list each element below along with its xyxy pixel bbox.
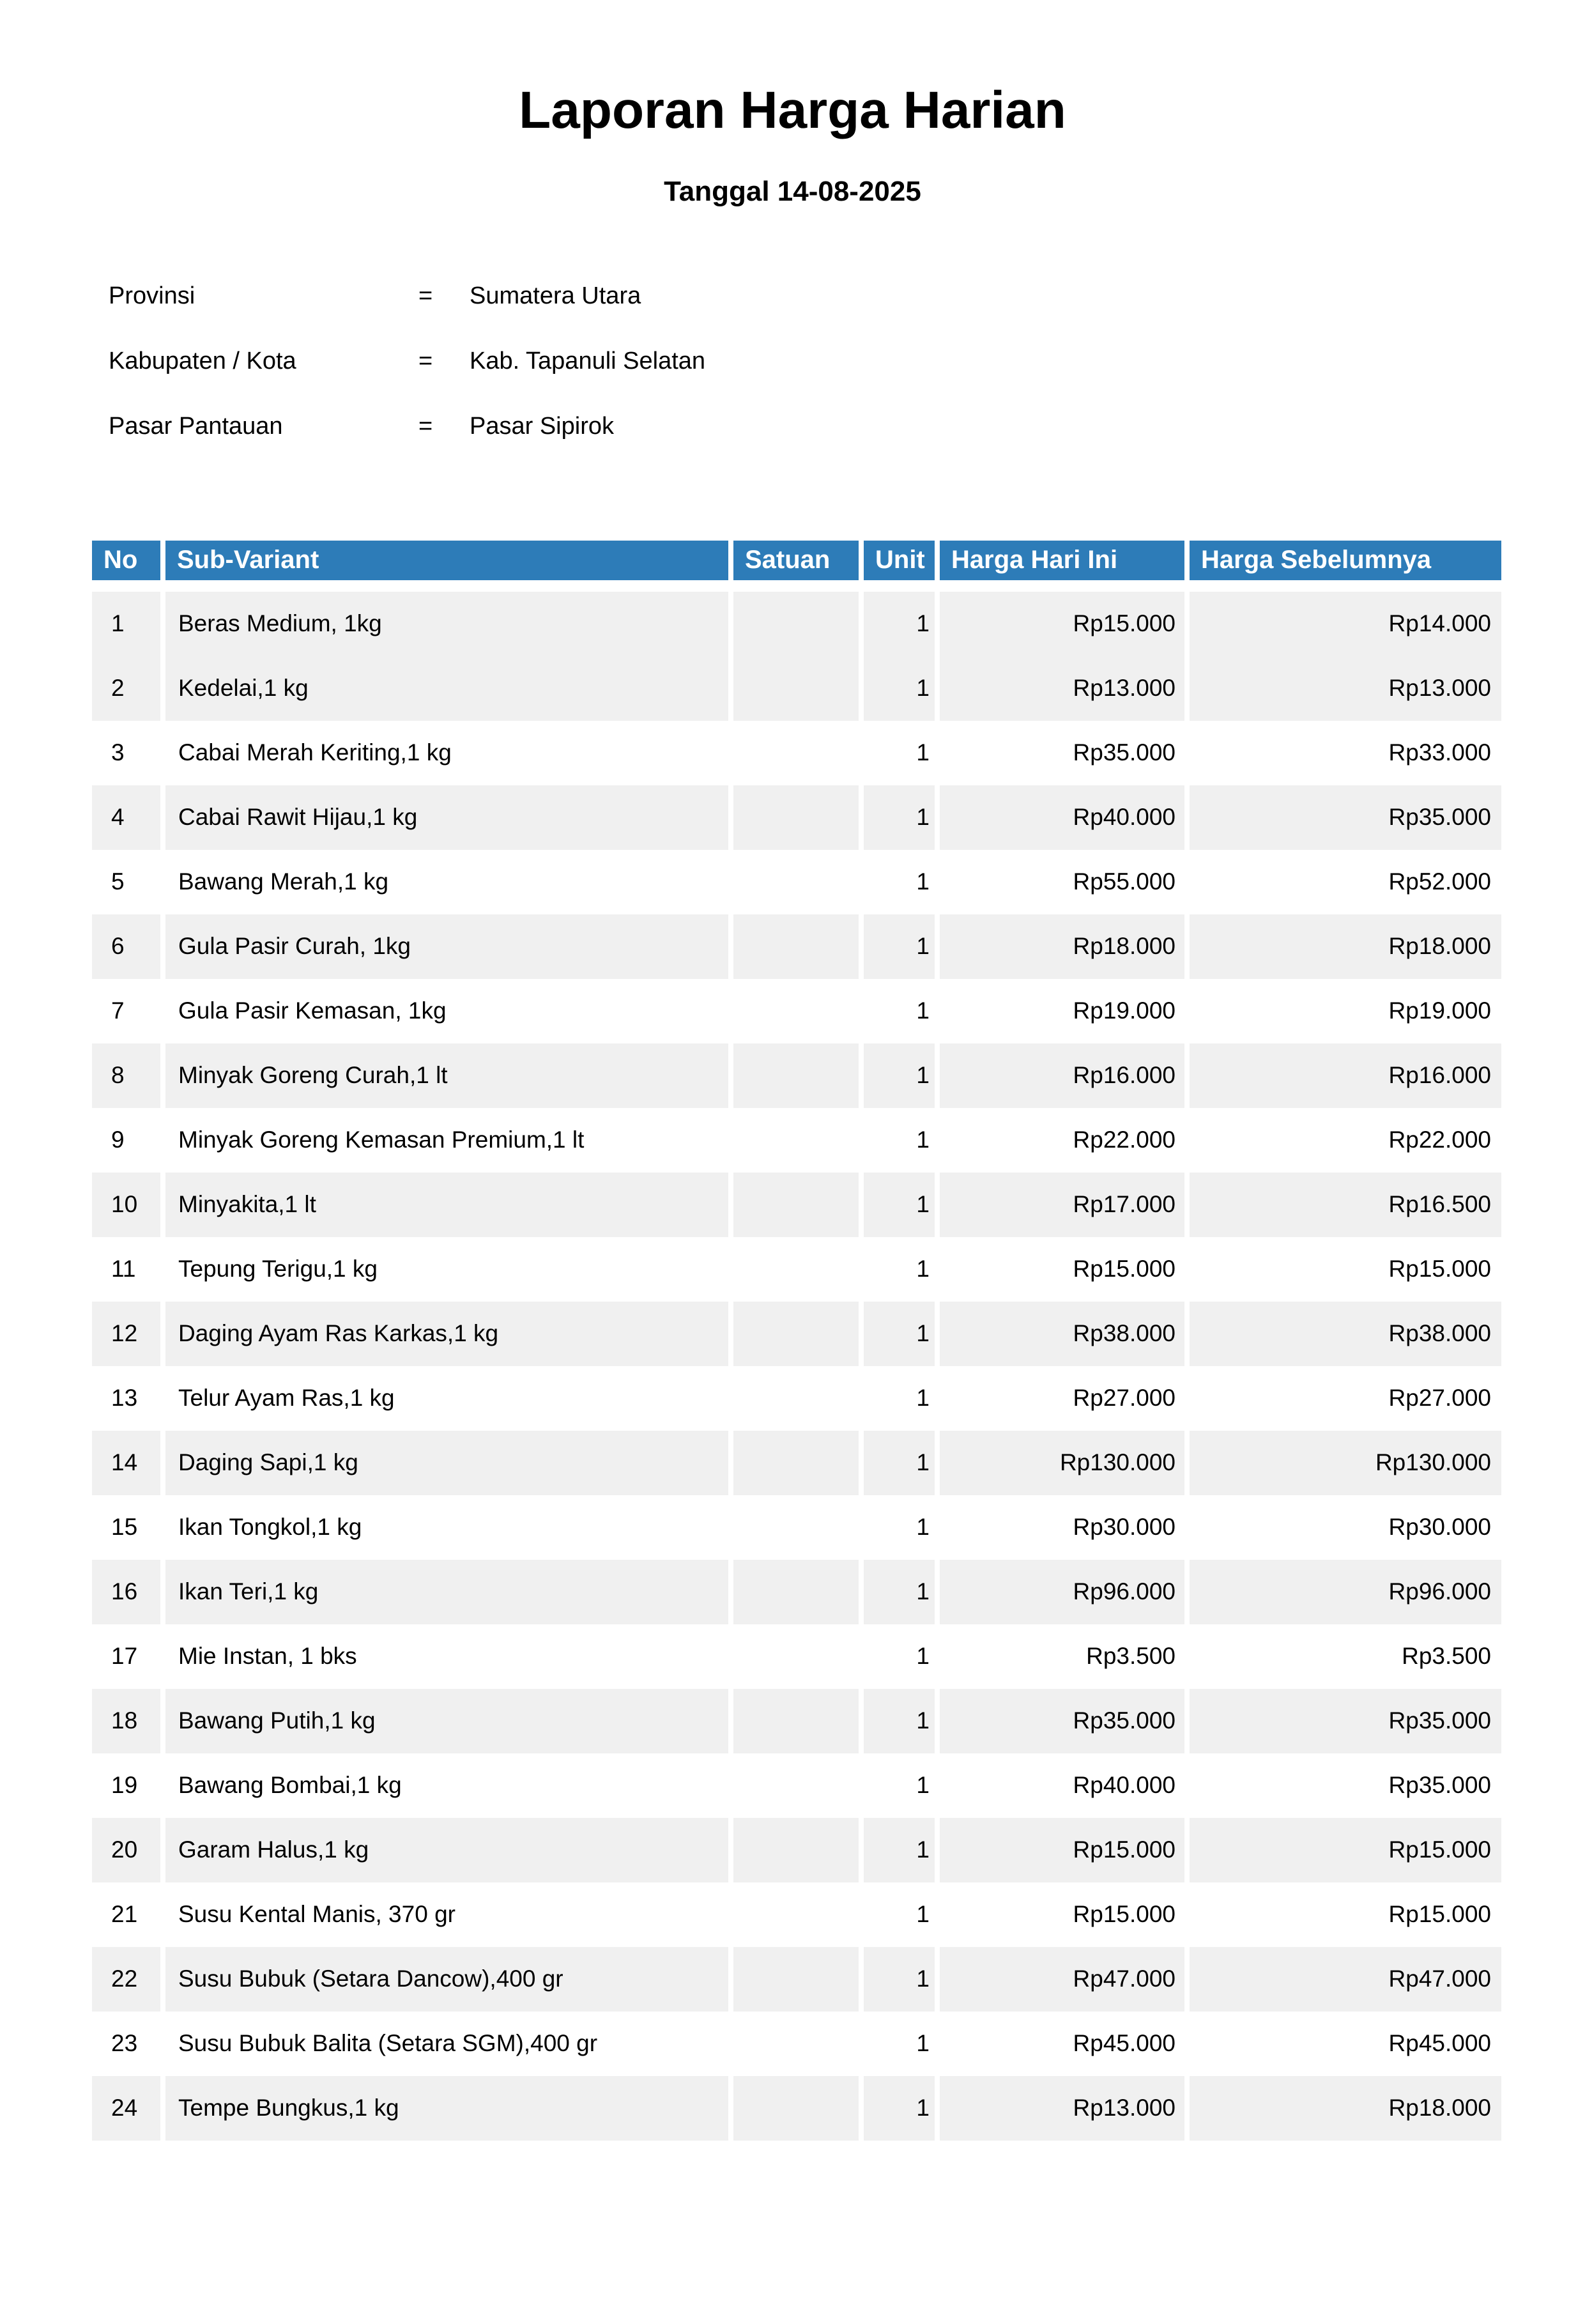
- unit-cell: 1: [859, 1431, 935, 1495]
- harga-sebelumnya-cell: Rp45.000: [1184, 2012, 1501, 2076]
- satuan-cell: [728, 1302, 859, 1366]
- meta-value: Pasar Sipirok: [470, 413, 614, 440]
- harga-hari-ini-cell: Rp15.000: [935, 1818, 1184, 1882]
- harga-sebelumnya-cell: Rp14.000: [1184, 592, 1501, 656]
- row-number-cell: 18: [92, 1689, 160, 1753]
- row-number-cell: 9: [111, 1127, 125, 1153]
- column-header-no: No: [92, 541, 160, 592]
- sub-variant-cell: Cabai Merah Keriting,1 kg: [160, 721, 728, 785]
- row-number-cell: 6: [92, 914, 160, 979]
- column-header-satuan: Satuan: [728, 541, 859, 592]
- harga-sebelumnya-cell: Rp30.000: [1184, 1495, 1501, 1560]
- meta-equals-sign: =: [418, 413, 433, 440]
- harga-hari-ini-cell: Rp47.000: [935, 1947, 1184, 2012]
- table-row: [92, 785, 1501, 850]
- meta-label: Pasar Pantauan: [109, 413, 283, 440]
- satuan-cell: [728, 1108, 859, 1173]
- satuan-cell: [728, 1237, 859, 1302]
- harga-hari-ini-cell: Rp38.000: [935, 1302, 1184, 1366]
- unit-cell: 1: [859, 2076, 935, 2141]
- sub-variant-cell: Susu Kental Manis, 370 gr: [160, 1882, 728, 1947]
- row-number-cell: 15: [111, 1514, 138, 1541]
- table-row: [92, 1108, 1501, 1173]
- meta-row-pasar: [109, 394, 1585, 459]
- sub-variant-cell: Daging Sapi,1 kg: [160, 1431, 728, 1495]
- unit-cell: 1: [859, 2012, 935, 2076]
- price-table-body: [92, 592, 1501, 2141]
- unit-cell: 1: [859, 656, 935, 721]
- satuan-cell: [728, 1560, 859, 1624]
- column-header-harga-sebelumnya: Harga Sebelumnya: [1184, 541, 1501, 592]
- harga-sebelumnya-cell: Rp47.000: [1184, 1947, 1501, 2012]
- table-row: [92, 1366, 1501, 1431]
- table-row: [92, 1560, 1501, 1624]
- meta-value: Kab. Tapanuli Selatan: [470, 348, 706, 375]
- row-number-cell: 10: [92, 1173, 160, 1237]
- unit-cell: 1: [859, 850, 935, 914]
- column-header-harga-hari-ini: Harga Hari Ini: [935, 541, 1184, 592]
- table-row: [92, 1043, 1501, 1108]
- harga-sebelumnya-cell: Rp16.000: [1184, 1043, 1501, 1108]
- satuan-cell: [728, 1366, 859, 1431]
- row-number-cell: 11: [111, 1256, 136, 1282]
- meta-row-provinsi: [109, 264, 1585, 329]
- row-number-cell: 12: [92, 1302, 160, 1366]
- satuan-cell: [728, 1753, 859, 1818]
- satuan-cell: [728, 1043, 859, 1108]
- table-row: [92, 1947, 1501, 2012]
- column-header-sub-variant: Sub-Variant: [160, 541, 728, 592]
- satuan-cell: [728, 656, 859, 721]
- harga-sebelumnya-cell: Rp35.000: [1184, 1689, 1501, 1753]
- satuan-cell: [728, 1495, 859, 1560]
- harga-sebelumnya-cell: Rp22.000: [1184, 1108, 1501, 1173]
- sub-variant-cell: Tepung Terigu,1 kg: [160, 1237, 728, 1302]
- sub-variant-cell: Kedelai,1 kg: [160, 656, 728, 721]
- price-table: [92, 541, 1501, 2141]
- harga-sebelumnya-cell: Rp19.000: [1184, 979, 1501, 1043]
- row-number-cell: 21: [111, 1901, 138, 1928]
- harga-hari-ini-cell: Rp15.000: [935, 1237, 1184, 1302]
- unit-cell: 1: [859, 1560, 935, 1624]
- unit-cell: 1: [859, 979, 935, 1043]
- harga-hari-ini-cell: Rp27.000: [935, 1366, 1184, 1431]
- satuan-cell: [728, 850, 859, 914]
- harga-hari-ini-cell: Rp130.000: [935, 1431, 1184, 1495]
- table-row: [92, 1302, 1501, 1366]
- harga-sebelumnya-cell: Rp15.000: [1184, 1818, 1501, 1882]
- unit-cell: 1: [859, 592, 935, 656]
- unit-cell: 1: [859, 721, 935, 785]
- harga-hari-ini-cell: Rp40.000: [935, 1753, 1184, 1818]
- report-meta: [109, 264, 1585, 459]
- harga-sebelumnya-cell: Rp15.000: [1184, 1882, 1501, 1947]
- meta-label: Kabupaten / Kota: [109, 348, 296, 375]
- harga-sebelumnya-cell: Rp18.000: [1184, 914, 1501, 979]
- harga-hari-ini-cell: Rp40.000: [935, 785, 1184, 850]
- table-row: [92, 1689, 1501, 1753]
- row-number-cell: 5: [111, 868, 125, 895]
- table-row: [92, 1173, 1501, 1237]
- row-number-cell: 13: [111, 1385, 138, 1412]
- harga-hari-ini-cell: Rp96.000: [935, 1560, 1184, 1624]
- harga-sebelumnya-cell: Rp13.000: [1184, 656, 1501, 721]
- satuan-cell: [728, 914, 859, 979]
- sub-variant-cell: Daging Ayam Ras Karkas,1 kg: [160, 1302, 728, 1366]
- unit-cell: 1: [859, 1624, 935, 1689]
- unit-cell: 1: [859, 1366, 935, 1431]
- row-number-cell: 2: [92, 656, 160, 721]
- table-row: [92, 850, 1501, 914]
- table-row: [92, 2012, 1501, 2076]
- harga-hari-ini-cell: Rp19.000: [935, 979, 1184, 1043]
- satuan-cell: [728, 721, 859, 785]
- table-row: [92, 1495, 1501, 1560]
- satuan-cell: [728, 979, 859, 1043]
- unit-cell: 1: [859, 1302, 935, 1366]
- harga-sebelumnya-cell: Rp3.500: [1184, 1624, 1501, 1689]
- harga-sebelumnya-cell: Rp27.000: [1184, 1366, 1501, 1431]
- table-row: [92, 979, 1501, 1043]
- row-number-cell: 24: [92, 2076, 160, 2141]
- row-number-cell: 3: [111, 739, 125, 766]
- satuan-cell: [728, 2012, 859, 2076]
- satuan-cell: [728, 785, 859, 850]
- harga-sebelumnya-cell: Rp38.000: [1184, 1302, 1501, 1366]
- harga-hari-ini-cell: Rp13.000: [935, 2076, 1184, 2141]
- satuan-cell: [728, 2076, 859, 2141]
- sub-variant-cell: Susu Bubuk (Setara Dancow),400 gr: [160, 1947, 728, 2012]
- unit-cell: 1: [859, 1882, 935, 1947]
- harga-hari-ini-cell: Rp13.000: [935, 656, 1184, 721]
- sub-variant-cell: Garam Halus,1 kg: [160, 1818, 728, 1882]
- unit-cell: 1: [859, 1818, 935, 1882]
- sub-variant-cell: Bawang Bombai,1 kg: [160, 1753, 728, 1818]
- meta-value: Sumatera Utara: [470, 282, 641, 310]
- row-number-cell: 1: [92, 592, 160, 656]
- page-title: Laporan Harga Harian: [519, 81, 1066, 139]
- harga-sebelumnya-cell: Rp130.000: [1184, 1431, 1501, 1495]
- meta-label: Provinsi: [109, 282, 195, 310]
- harga-hari-ini-cell: Rp45.000: [935, 2012, 1184, 2076]
- unit-cell: 1: [859, 1108, 935, 1173]
- satuan-cell: [728, 1947, 859, 2012]
- sub-variant-cell: Telur Ayam Ras,1 kg: [160, 1366, 728, 1431]
- table-row: [92, 1624, 1501, 1689]
- harga-hari-ini-cell: Rp17.000: [935, 1173, 1184, 1237]
- sub-variant-cell: Cabai Rawit Hijau,1 kg: [160, 785, 728, 850]
- harga-hari-ini-cell: Rp35.000: [935, 721, 1184, 785]
- table-row: [92, 1431, 1501, 1495]
- harga-hari-ini-cell: Rp3.500: [935, 1624, 1184, 1689]
- sub-variant-cell: Gula Pasir Kemasan, 1kg: [160, 979, 728, 1043]
- harga-sebelumnya-cell: Rp18.000: [1184, 2076, 1501, 2141]
- row-number-cell: 14: [92, 1431, 160, 1495]
- table-header-row: [92, 541, 1501, 592]
- harga-hari-ini-cell: Rp35.000: [935, 1689, 1184, 1753]
- unit-cell: 1: [859, 914, 935, 979]
- harga-sebelumnya-cell: Rp35.000: [1184, 1753, 1501, 1818]
- unit-cell: 1: [859, 1237, 935, 1302]
- sub-variant-cell: Mie Instan, 1 bks: [160, 1624, 728, 1689]
- sub-variant-cell: Bawang Putih,1 kg: [160, 1689, 728, 1753]
- harga-sebelumnya-cell: Rp15.000: [1184, 1237, 1501, 1302]
- row-number-cell: 22: [92, 1947, 160, 2012]
- satuan-cell: [728, 1624, 859, 1689]
- sub-variant-cell: Ikan Tongkol,1 kg: [160, 1495, 728, 1560]
- sub-variant-cell: Bawang Merah,1 kg: [160, 850, 728, 914]
- report-date: Tanggal 14-08-2025: [664, 176, 921, 208]
- table-row: [92, 1818, 1501, 1882]
- column-header-unit: Unit: [859, 541, 935, 592]
- unit-cell: 1: [859, 1043, 935, 1108]
- harga-hari-ini-cell: Rp30.000: [935, 1495, 1184, 1560]
- harga-hari-ini-cell: Rp55.000: [935, 850, 1184, 914]
- sub-variant-cell: Ikan Teri,1 kg: [160, 1560, 728, 1624]
- sub-variant-cell: Minyakita,1 lt: [160, 1173, 728, 1237]
- row-number-cell: 17: [111, 1643, 138, 1670]
- harga-hari-ini-cell: Rp22.000: [935, 1108, 1184, 1173]
- row-number-cell: 19: [111, 1772, 138, 1799]
- table-row: [92, 914, 1501, 979]
- sub-variant-cell: Gula Pasir Curah, 1kg: [160, 914, 728, 979]
- harga-hari-ini-cell: Rp15.000: [935, 1882, 1184, 1947]
- harga-sebelumnya-cell: Rp16.500: [1184, 1173, 1501, 1237]
- sub-variant-cell: Minyak Goreng Kemasan Premium,1 lt: [160, 1108, 728, 1173]
- row-number-cell: 7: [111, 997, 125, 1024]
- row-number-cell: 23: [111, 2030, 138, 2057]
- meta-row-kabupaten: [109, 329, 1585, 394]
- sub-variant-cell: Beras Medium, 1kg: [160, 592, 728, 656]
- row-number-cell: 4: [92, 785, 160, 850]
- harga-sebelumnya-cell: Rp35.000: [1184, 785, 1501, 850]
- satuan-cell: [728, 1882, 859, 1947]
- report-page: [0, 82, 1585, 2141]
- table-row: [92, 592, 1501, 656]
- satuan-cell: [728, 1689, 859, 1753]
- row-number-cell: 20: [92, 1818, 160, 1882]
- table-row: [92, 656, 1501, 721]
- unit-cell: 1: [859, 1495, 935, 1560]
- harga-sebelumnya-cell: Rp96.000: [1184, 1560, 1501, 1624]
- sub-variant-cell: Minyak Goreng Curah,1 lt: [160, 1043, 728, 1108]
- table-row: [92, 1882, 1501, 1947]
- row-number-cell: 8: [92, 1043, 160, 1108]
- unit-cell: 1: [859, 1173, 935, 1237]
- satuan-cell: [728, 1431, 859, 1495]
- meta-equals-sign: =: [418, 282, 433, 310]
- table-row: [92, 1753, 1501, 1818]
- table-row: [92, 2076, 1501, 2141]
- row-number-cell: 16: [92, 1560, 160, 1624]
- harga-sebelumnya-cell: Rp52.000: [1184, 850, 1501, 914]
- satuan-cell: [728, 592, 859, 656]
- harga-sebelumnya-cell: Rp33.000: [1184, 721, 1501, 785]
- unit-cell: 1: [859, 1689, 935, 1753]
- sub-variant-cell: Susu Bubuk Balita (Setara SGM),400 gr: [160, 2012, 728, 2076]
- meta-equals-sign: =: [418, 348, 433, 375]
- harga-hari-ini-cell: Rp18.000: [935, 914, 1184, 979]
- satuan-cell: [728, 1173, 859, 1237]
- unit-cell: 1: [859, 1753, 935, 1818]
- harga-hari-ini-cell: Rp15.000: [935, 592, 1184, 656]
- table-row: [92, 721, 1501, 785]
- unit-cell: 1: [859, 785, 935, 850]
- satuan-cell: [728, 1818, 859, 1882]
- unit-cell: 1: [859, 1947, 935, 2012]
- sub-variant-cell: Tempe Bungkus,1 kg: [160, 2076, 728, 2141]
- table-row: [92, 1237, 1501, 1302]
- harga-hari-ini-cell: Rp16.000: [935, 1043, 1184, 1108]
